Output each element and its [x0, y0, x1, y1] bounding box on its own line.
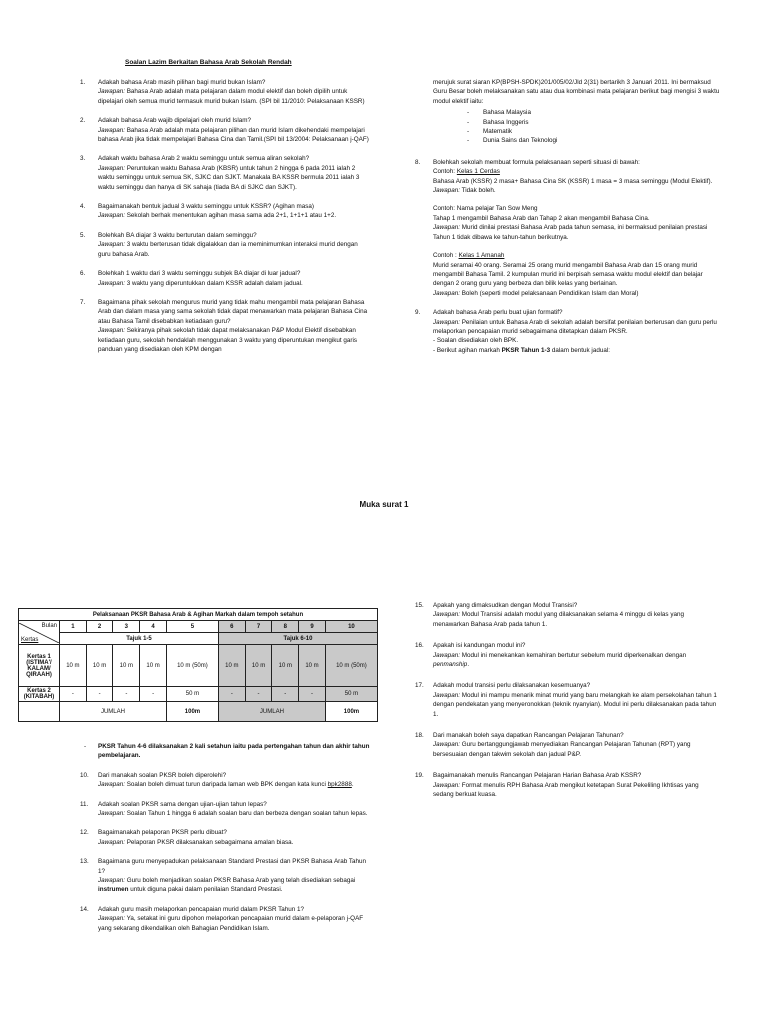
question-18: 18. Dari manakah boleh saya dapatkan Rancangan Pelajaran Tahunan? Jawapan: Guru bertanggungjawab menyediakan Rancangan Pelajaran Tahunan (RPT) yang bersesuaian dengan takwim sekolah dan jadual P&P.	[415, 732, 691, 758]
question-15: 15. Apakah yang dimaksudkan dengan Modul Transisi? Jawapan: Modul Transisi adalah modul yang dilaksanakan selama 4 minggu di kelas yang menawarkan Bahasa Arab pada tahun 1.	[415, 602, 684, 628]
month-header: 3	[113, 621, 140, 633]
month-header: 4	[140, 621, 167, 633]
table-cell: -	[245, 687, 272, 702]
question-14: 14. Adakah guru masih melaporkan pencapaian murid dalam PKSR Tahun 1? Jawapan: Ya, setakat ini guru dipohon melaporkan pencapaian murid dalam e-pelaporan j-QAF yang sekarang dikendalikan oleh Bahagian Pendidikan Islam.	[80, 905, 364, 932]
question-3: 3. Adakah waktu bahasa Arab 2 waktu seminggu untuk semua aliran sekolah? Jawapan: Peruntukan waktu Bahasa Arab (KBSR) untuk tahun 2 hingga 6 pada 2011 ialah 2 waktu seminggu untuk semua SK, SJKC dan SJKT. Manakala BA KSSR bermula 2011 ialah 3 waktu seminggu dan hanya di SK sahaja (tiada BA di SJKC dan SJKT).	[80, 155, 360, 191]
table-cell: 10 m (50m)	[325, 645, 377, 687]
table-cell: -	[272, 687, 299, 702]
jumlah-label: JUMLAH	[60, 702, 167, 722]
month-header: 6	[218, 621, 245, 633]
table-cell: 10 m	[272, 645, 299, 687]
right-bottom-column	[415, 601, 720, 810]
left-bottom-column	[80, 742, 370, 943]
month-header: 5	[166, 621, 218, 633]
left-top-column	[80, 78, 370, 364]
subject-list	[433, 108, 720, 146]
kertas-1-label: Kertas 1 (ISTIMA'/ KALAM/ QIRAAH)	[19, 645, 60, 687]
question-11: 11. Adakah soalan PKSR sama dengan ujian-ujian tahun lepas? Jawapan: Soalan Tahun 1 hingga 6 adalah soalan baru dan berbeza dengan soalan tahun lepas.	[80, 800, 368, 818]
jumlah-label: JUMLAH	[218, 702, 325, 722]
table-cell: 10 m	[113, 645, 140, 687]
question-10: 10. Dari manakah soalan PKSR boleh diperolehi? Jawapan: Soalan boleh dimuat turun daripada laman web BPK dengan kata kunci bpk2888.	[80, 771, 354, 789]
list-item: - Bahasa Malaysia	[483, 108, 720, 117]
question-2: 2. Adakah bahasa Arab wajib dipelajari oleh murid Islam? Jawapan: Bahasa Arab adalah mata pelajaran pilihan dan murid Islam dikehendaki mempelajari bahasa Arab jika tidak mempelajari Bahasa Cina dan Tamil.(SPI bil 13/2004: Pelaksanaan j-QAF)	[80, 117, 369, 144]
question-9: 9. Adakah bahasa Arab perlu buat ujian formatif? Jawapan: Penilaian untuk Bahasa Arab di sekolah adalah bersifat penilaian berterusan dan guru perlu melaporkan pencapaian murid sebagaimana ditetapkan dalam PKSR. - Soalan disediakan oleh BPK. - Berikut agihan markah PKSR Tahun 1-3 dalam bentuk jadual:	[415, 309, 717, 354]
question-8: 8. Bolehkah sekolah membuat formula pelaksanaan seperti situasi di bawah: Contoh: Kelas 1 Cerdas Bahasa Arab (KSSR) 2 masa+ Bahasa Cina SK (KSSR) 1 masa = 3 masa seminggu (Modul Elektif). Jawapan: Tidak boleh. Contoh: Nama pelajar Tan Sow Meng Tahap 1 mengambil Bahasa Arab dan Tahap 2 akan mengambil Bahasa Cina. Jawapan: Murid dinilai prestasi Bahasa Arab pada tahun semasa, ini bermaksud penilaian prestasi Tahun 1 tidak dibawa ke tahun-tahun berikutnya. Contoh : Kelas 1 Amanah Murid seramai 40 orang. Seramai 25 orang murid mengambil Bahasa Arab dan 15 orang murid mengambil Bahasa Tamil. 2 kumpulan murid ini berpisah semasa waktu modul elektif dan belajar dengan 2 orang guru yang berbeza dan bilik kelas yang berlainan. Jawapan: Boleh (seperti model pelaksanaan Pendidikan Islam dan Moral)	[415, 158, 713, 297]
table-cell: -	[140, 687, 167, 702]
table-caption: Pelaksanaan PKSR Bahasa Arab & Agihan Markah dalam tempoh setahun	[19, 609, 378, 621]
question-6: 6. Bolehkah 1 waktu dari 3 waktu seminggu subjek BA diajar di luar jadual? Jawapan: 3 waktu yang diperuntukkan dalam KSSR adalah dalam jadual.	[80, 270, 303, 287]
table-cell: 10 m (50m)	[166, 645, 218, 687]
table-cell: -	[113, 687, 140, 702]
list-item: - Bahasa Inggeris	[483, 118, 720, 127]
month-header: 8	[272, 621, 299, 633]
table-cell: 50 m	[325, 687, 377, 702]
question-19: 19. Bagaimanakah menulis Rancangan Pelajaran Harian Bahasa Arab KSSR? Jawapan: Format menulis RPH Bahasa Arab mengikut ketetapan Surat Pekeliling Ikhtisas yang sedang berkuat kuasa.	[415, 772, 699, 799]
table-cell: 10 m	[218, 645, 245, 687]
question-13: 13. Bagaimana guru menyepadukan pelaksanaan Standard Prestasi dan PKSR Bahasa Arab Tahun 1? Jawapan: Guru boleh menjadikan soalan PKSR Bahasa Arab yang telah disediakan sebagai instrumen untuk diguna pakai dalam penilaian Standard Prestasi.	[80, 858, 367, 894]
table-cell: 10 m	[60, 645, 87, 687]
tajuk-6-10: Tajuk 6-10	[218, 633, 377, 645]
question-7: 7. Bagaimana pihak sekolah mengurus murid yang tidak mahu mengambil mata pelajaran Bahasa Arab dan dalam masa yang sama sekolah tidak dapat menawarkan mata pelajaran Bahasa Cina atau Bahasa Tamil disebabkan ketiadaan guru? Jawapan: Sekiranya pihak sekolah tidak dapat melaksanakan P&P Modul Elektif disebabkan ketiadaan guru, sekolah hendaklah menggunakan 3 waktu yang diperuntukan mengikut garis panduan yang disediakan oleh KPM dengan	[80, 298, 368, 353]
question-7-continuation: merujuk surat siaran KP(BPSH-SPDK)201/005/02/Jld 2(31) bertarikh 3 Januari 2011. Ini bermaksud Guru Besar boleh melaksanakan satu atau dua kombinasi mata pelajaran berikut bagi mengisi 3 waktu modul elektif iaitu: - Bahasa Malaysia - Bahasa Inggeris - Matematik - Dunia Sains dan Teknologi	[415, 78, 720, 146]
jumlah-total: 100m	[166, 702, 218, 722]
table-cell: -	[218, 687, 245, 702]
page-label: Muka surat 1	[359, 500, 409, 509]
header-diagonal-cell: Bulan Kertas	[19, 621, 60, 645]
right-top-column	[415, 78, 720, 365]
kertas-2-label: Kertas 2 (KITABAH)	[19, 687, 60, 702]
month-header: 2	[86, 621, 113, 633]
list-item: - Dunia Sains dan Teknologi	[483, 136, 720, 145]
question-17: 17. Adakah modul transisi perlu dilaksanakan kesemuanya? Jawapan: Modul ini mampu menarik minat murid yang baru melangkah ke alam persekolahan tahun 1 dengan pendekatan yang menyeronokkan (teknik nyanyian). Modul ini perlu dilaksanakan pada tahun 1.	[415, 682, 717, 718]
question-16: 16. Apakah isi kandungan modul ini? Jawapan: Modul ini menekankan kemahiran bertutur sebelum murid diperkenalkan dengan penmanship.	[415, 642, 687, 669]
table-cell: 10 m	[86, 645, 113, 687]
pksr-note: - PKSR Tahun 4-6 dilaksanakan 2 kali setahun iaitu pada pertengahan tahun dan akhir tahun pembelajaran.	[84, 743, 370, 760]
jumlah-total: 100m	[325, 702, 377, 722]
table-cell: -	[299, 687, 326, 702]
month-header: 1	[60, 621, 87, 633]
month-header: 7	[245, 621, 272, 633]
table-cell: -	[86, 687, 113, 702]
document-title: Soalan Lazim Berkaitan Bahasa Arab Sekolah Rendah	[125, 59, 292, 66]
question-1: 1. Adakah bahasa Arab masih pilihan bagi murid bukan Islam? Jawapan: Bahasa Arab adalah mata pelajaran dalam modul elektif dan boleh dipilih untuk dipelajari oleh semua murid termasuk murid bukan Islam. (SPI bil 11/2010: Pelaksanaan KSSR)	[80, 79, 365, 105]
table-cell: -	[60, 687, 87, 702]
table-cell: 50 m	[166, 687, 218, 702]
question-5: 5. Bolehkah BA diajar 3 waktu berturutan dalam seminggu? Jawapan: 3 waktu berterusan tidak digalakkan dan ia meminimumkan interaksi murid dengan guru bahasa Arab.	[80, 231, 358, 258]
list-item: - Matematik	[483, 127, 720, 136]
question-12: 12. Bagaimanakah pelaporan PKSR perlu dibuat? Jawapan: Pelaporan PKSR dilaksanakan sebagaimana amalan biasa.	[80, 829, 294, 846]
table-cell: 10 m	[140, 645, 167, 687]
bpk-keyword-link[interactable]: bpk2888	[327, 781, 352, 789]
tajuk-1-5: Tajuk 1-5	[60, 633, 219, 645]
month-header: 10	[325, 621, 377, 633]
month-header: 9	[299, 621, 326, 633]
table-cell: 10 m	[299, 645, 326, 687]
table-cell: 10 m	[245, 645, 272, 687]
question-4: 4. Bagaimanakah bentuk jadual 3 waktu seminggu untuk KSSR? (Agihan masa) Jawapan: Sekolah berhak menentukan agihan masa sama ada 2+1, 1+1+1 atau 1+2.	[80, 203, 337, 220]
pksr-table	[18, 608, 378, 722]
